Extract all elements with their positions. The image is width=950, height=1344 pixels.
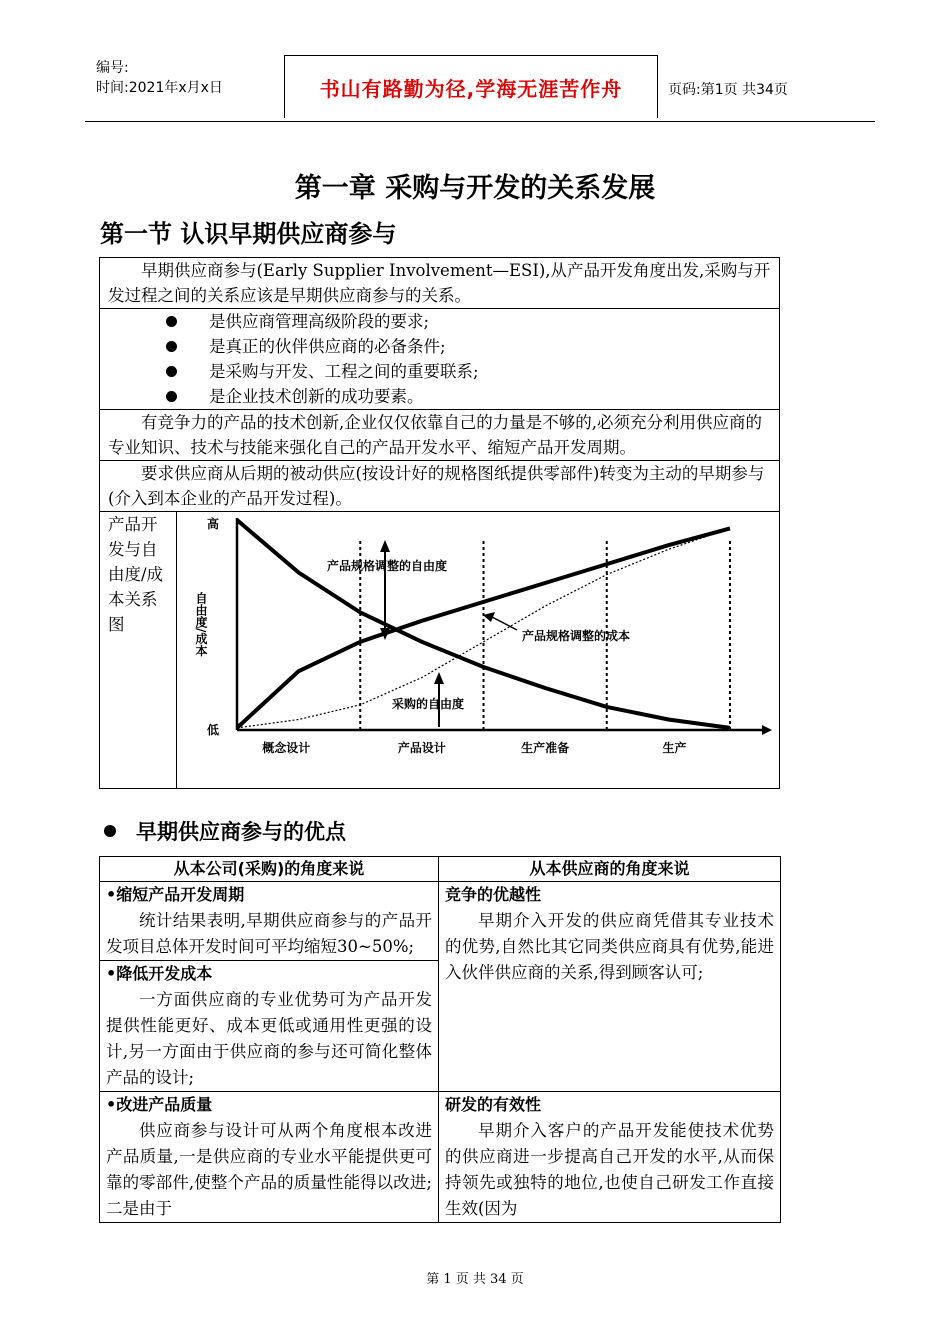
bullet-item (108, 334, 771, 359)
bullet-list (100, 309, 780, 410)
freedom-cost-chart (177, 512, 774, 788)
advantage-cell (100, 882, 439, 961)
advantage-cell (100, 1092, 439, 1223)
arrow-head-icon (434, 672, 444, 684)
advantage-title: •降低开发成本 (106, 964, 213, 983)
intro-paragraph-1: 早期供应商参与(Early Supplier Involvement—ESI),从产品开发角度出发,采购与开发过程之间的关系应该是早期供应商参与的关系。 (100, 258, 780, 309)
annotation-spec-cost: 产品规格调整的成本 (522, 629, 631, 643)
advantage-text: 统计结果表明,早期供应商参与的产品开发项目总体开发时间可平均缩短30~50%; (106, 911, 432, 956)
advantage-cell (439, 882, 781, 1092)
chart-row-label: 产品开发与自由度/成本关系图 (100, 512, 177, 788)
x-tick-label: 产品设计 (397, 741, 446, 755)
bullet-dot-icon (166, 366, 177, 377)
annotation-spec-freedom: 产品规格调整的自由度 (327, 559, 448, 573)
header-meta (96, 58, 223, 98)
intro-paragraph-2: 有竞争力的产品的技术创新,企业仅仅依靠自己的力量是不够的,必须充分利用供应商的专业知识、技术与技能来强化自己的产品开发水平、缩短产品开发周期。 (100, 410, 780, 461)
chart-container (177, 512, 779, 788)
header-divider (85, 121, 875, 122)
advantage-text: 早期介入客户的产品开发能使技术优势的供应商进一步提高自己开发的水平,从而保持领先或独特的地位,也使自己研发工作直接生效(因为 (445, 1121, 774, 1218)
advantage-title: 竞争的优越性 (445, 885, 542, 904)
section-title: 第一节 认识早期供应商参与 (100, 220, 397, 248)
advantage-title: •改进产品质量 (106, 1095, 213, 1114)
bullet-dot-icon (166, 391, 177, 402)
advantage-title: •缩短产品开发周期 (106, 885, 245, 904)
time-label: 时间:2021年x月x日 (96, 80, 223, 96)
bullet-dot-icon (166, 341, 177, 352)
bullet-dot-icon (104, 825, 116, 837)
chapter-title: 第一章 采购与开发的关系发展 (294, 173, 656, 204)
bullet-text: 是真正的伙伴供应商的必备条件; (209, 337, 446, 356)
advantages-heading-text: 早期供应商参与的优点 (136, 820, 346, 844)
bullet-item (108, 309, 771, 334)
motto-box (284, 55, 658, 118)
bullet-text: 是采购与开发、工程之间的重要联系; (209, 362, 479, 381)
column-header: 从本供应商的角度来说 (439, 857, 781, 882)
arrow-head-icon (380, 540, 390, 552)
series-line-spec-freedom (237, 520, 730, 728)
advantage-cell (100, 961, 439, 1092)
y-axis-label: 自由度/成本 (194, 592, 208, 657)
advantage-text: 供应商参与设计可从两个角度根本改进产品质量,一是供应商的专业水平能提供更可靠的零部件,使整个产品的质量性能得以改进;二是由于 (106, 1121, 432, 1218)
annotation-arrow (492, 617, 517, 630)
x-axis-arrow-icon (762, 725, 772, 735)
advantage-title: 研发的有效性 (445, 1095, 542, 1114)
advantages-heading (104, 816, 346, 846)
y-high-label: 高 (207, 517, 220, 531)
x-tick-label: 生产 (662, 741, 687, 755)
y-low-label: 低 (207, 723, 220, 737)
bullet-dot-icon (166, 316, 177, 327)
chart-row (100, 512, 780, 789)
motto: 书山有路勤为径,学海无涯苦作舟 (319, 76, 623, 101)
advantage-text: 早期介入开发的供应商凭借其专业技术的优势,自然比其它同类供应商具有优势,能进入伙伴供应商的关系,得到顾客认可; (445, 911, 774, 982)
advantage-cell (439, 1092, 781, 1223)
page-label: 页码:第1页 共34页 (668, 82, 788, 98)
x-tick-label: 概念设计 (262, 741, 311, 755)
annotation-purchase-freedom: 采购的自由度 (392, 697, 465, 711)
number-label: 编号: (96, 60, 129, 76)
intro-paragraph-3: 要求供应商从后期的被动供应(按设计好的规格图纸提供零部件)转变为主动的早期参与(介入到本企业的产品开发过程)。 (100, 461, 780, 512)
x-tick-label: 生产准备 (521, 741, 570, 755)
bullet-item (108, 384, 771, 409)
bullet-item (108, 359, 771, 384)
page-footer: 第 1 页 共 34 页 (426, 1272, 524, 1287)
advantage-text: 一方面供应商的专业优势可为产品开发提供性能更好、成本更低或通用性更强的设计,另一方面由于供应商的参与还可简化整体产品的设计; (106, 990, 432, 1087)
column-header: 从本公司(采购)的角度来说 (100, 857, 439, 882)
bullet-text: 是供应商管理高级阶段的要求; (209, 312, 430, 331)
advantages-table (99, 856, 780, 1223)
bullet-text: 是企业技术创新的成功要素。 (209, 387, 424, 406)
esi-intro-table (99, 257, 780, 789)
